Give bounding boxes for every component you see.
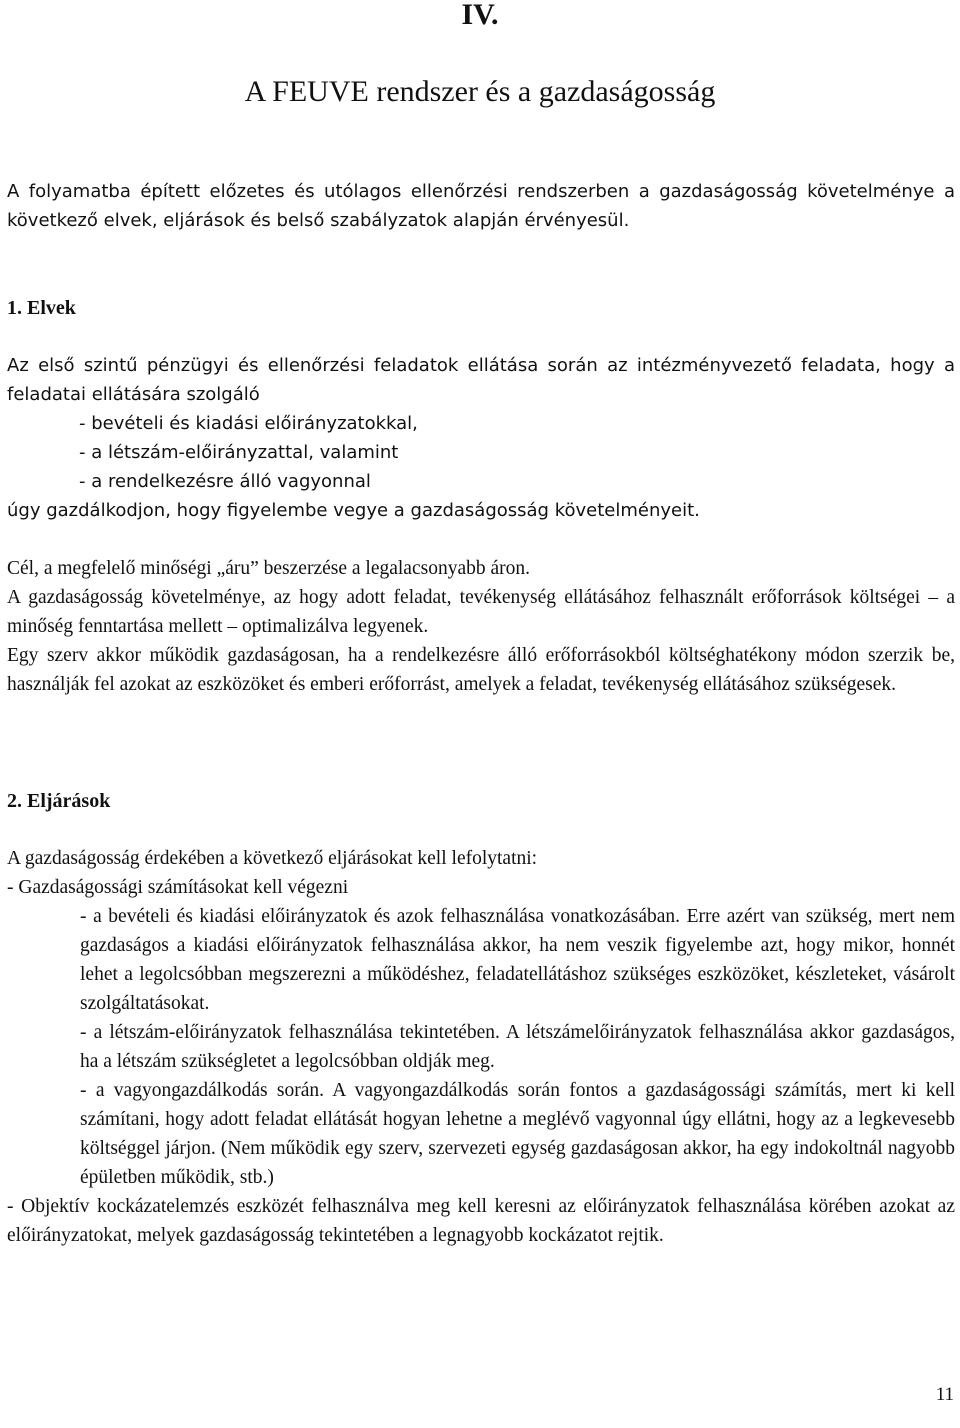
principles-lead: Az első szintű pénzügyi és ellenőrzési feladatok ellátása során az intézményvezető feladata, hogy a feladatai ellátására szolgáló: [7, 355, 955, 405]
list-item: - bevételi és kiadási előirányzatokkal,: [79, 413, 418, 434]
section-2-heading: 2. Eljárások: [7, 790, 111, 812]
section-1-body: [7, 554, 955, 699]
chapter-number: IV.: [461, 0, 499, 31]
list-item: - a létszám-előirányzattal, valamint: [79, 442, 399, 463]
section-1-principles: [7, 351, 955, 525]
page-number: 11: [935, 1384, 954, 1405]
sub-list-item: - a létszám-előirányzatok felhasználása tekintetében. A létszámelőirányzatok felhasználása akkor gazdaságos, ha a létszám szükségletet a legolcsóbban oldják meg.: [80, 1022, 955, 1072]
page-title: A FEUVE rendszer és a gazdaságosság: [244, 75, 716, 108]
section-1-heading: 1. Elvek: [7, 297, 76, 319]
list-item: - Objektív kockázatelemzés eszközét felhasználva meg kell keresni az előirányzatok felhasználása körében azokat az előirányzatokat, melyek gazdaságosság tekintetében a legnagyobb kockázatot rejtik.: [7, 1196, 955, 1246]
list-item: - a rendelkezésre álló vagyonnal: [79, 471, 371, 492]
principles-closing: úgy gazdálkodjon, hogy figyelembe vegye a gazdaságosság követelményeit.: [7, 500, 700, 521]
requirement-paragraph: A gazdaságosság követelménye, az hogy adott feladat, tevékenység ellátásához felhasznált erőforrások költségei – a minőség fenntartása mellett – optimalizálva legyenek.: [7, 587, 955, 637]
sub-list-item: - a vagyongazdálkodás során. A vagyongazdálkodás során fontos a gazdaságossági számítás, mert ki kell számítani, hogy adott feladat ellátását hogyan lehetne a meglévő vagyonnal úgy ellátni, hogy az a legkevesebb költséggel járjon. (Nem működik egy szerv, szervezeti egység gazdaságosan akkor, ha egy indokoltnál nagyobb épületben működik, stb.): [80, 1080, 955, 1188]
section-2-body: [7, 844, 955, 1250]
goal-sentence: Cél, a megfelelő minőségi „áru” beszerzése a legalacsonyabb áron.: [7, 558, 531, 579]
intro-paragraph: A folyamatba épített előzetes és utólagos ellenőrzési rendszerben a gazdaságosság követelménye a következő elvek, eljárások és belső szabályzatok alapján érvényesül.: [7, 181, 955, 231]
sub-list-item: - a bevételi és kiadási előirányzatok és azok felhasználása vonatkozásában. Erre azért van szükség, mert nem gazdaságos a kiadási előirányzatok felhasználása akkor, ha nem veszik figyelembe azt, hogy mikor, honnét lehet a legolcsóbban megszerezni a működéshez, feladatellátáshoz szükséges eszközöket, készleteket, vásárolt szolgáltatásokat.: [80, 906, 955, 1014]
economical-paragraph: Egy szerv akkor működik gazdaságosan, ha a rendelkezésre álló erőforrásokból költséghatékony módon szerzik be, használják fel azokat az eszközöket és emberi erőforrást, amelyek a feladat, tevékenység ellátásához szükségesek.: [7, 645, 955, 695]
list-item: - Gazdaságossági számításokat kell végezni: [7, 877, 349, 898]
procedures-lead: A gazdaságosság érdekében a következő eljárásokat kell lefolytatni:: [7, 848, 538, 869]
